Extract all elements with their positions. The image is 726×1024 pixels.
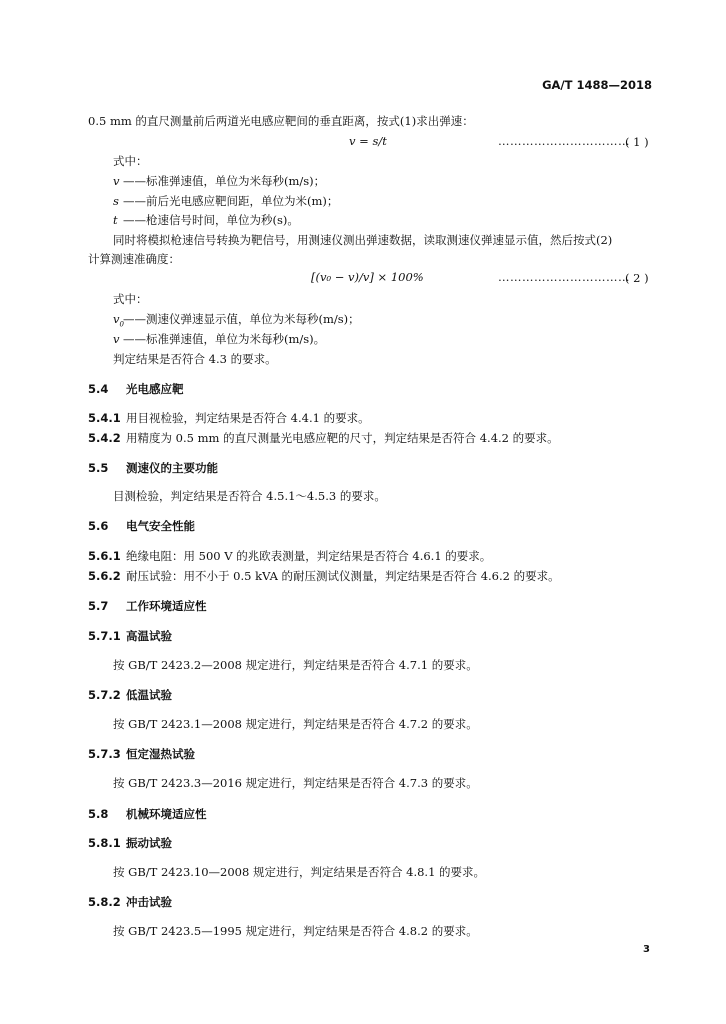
clause-text: 绝缘电阻：用 500 V 的兆欧表测量，判定结果是否符合 4.6.1 的要求。 [126, 549, 492, 563]
section-title: 高温试验 [126, 629, 172, 643]
section-number: 5.8.2 [88, 895, 121, 909]
section-number: 5.4 [88, 382, 109, 396]
section-title: 恒定湿热试验 [126, 747, 195, 761]
section-title: 冲击试验 [126, 895, 172, 909]
var-s: s [113, 194, 119, 208]
section-5-8-2-text: 按 GB/T 2423.5—1995 规定进行，判定结果是否符合 4.8.2 的要求。 [113, 924, 478, 938]
def-s [113, 193, 338, 209]
section-number: 5.8 [88, 807, 109, 821]
clause-text: 用精度为 0.5 mm 的直尺测量光电感应靶的尺寸，判定结果是否符合 4.4.2 的要求。 [126, 431, 559, 445]
section-5-5-text: 目测检验，判定结果是否符合 4.5.1～4.5.3 的要求。 [113, 489, 386, 503]
judge-line: 判定结果是否符合 4.3 的要求。 [113, 352, 277, 366]
section-title: 振动试验 [126, 836, 172, 850]
section-5-7-2-heading [88, 687, 172, 703]
section-number: 5.7.3 [88, 747, 121, 761]
def-t [113, 212, 299, 228]
section-5-8-heading [88, 806, 207, 822]
section-number: 5.8.1 [88, 836, 121, 850]
section-5-7-heading [88, 598, 207, 614]
formula-2: [(v₀ − v)/v] × 100% [311, 270, 424, 284]
section-title: 低温试验 [126, 688, 172, 702]
clause-number: 5.4.1 [88, 411, 121, 425]
def-s-text: ——前后光电感应靶间距，单位为米(m)； [123, 194, 339, 208]
para2-line2: 计算测速准确度： [88, 252, 180, 266]
where-label-2: 式中： [113, 292, 148, 306]
formula-1-dots: …………………………… [498, 134, 630, 148]
formula-2-dots: …………………………… [498, 270, 630, 284]
doc-code-header: GA/T 1488—2018 [542, 78, 652, 92]
section-5-4-heading [88, 381, 184, 397]
formula-2-number: ( 2 ) [625, 271, 649, 285]
section-5-7-1-heading [88, 628, 172, 644]
formula-1-number: ( 1 ) [625, 135, 649, 149]
def-v2-text: ——标准弹速值，单位为米每秒(m/s)。 [123, 332, 326, 346]
section-number: 5.7 [88, 599, 109, 613]
intro-line: 0.5 mm 的直尺测量前后两道光电感应靶间的垂直距离，按式(1)求出弹速： [88, 114, 474, 128]
section-title: 机械环境适应性 [126, 807, 207, 821]
section-title: 工作环境适应性 [126, 599, 207, 613]
clause-text: 耐压试验：用不小于 0.5 kVA 的耐压测试仪测量，判定结果是否符合 4.6.2 的要求。 [126, 569, 560, 583]
section-number: 5.6 [88, 519, 109, 533]
section-number: 5.5 [88, 461, 109, 475]
clause-number: 5.6.2 [88, 569, 121, 583]
section-5-8-1-heading [88, 835, 172, 851]
clause-number: 5.4.2 [88, 431, 121, 445]
clause-5-4-1 [88, 410, 370, 426]
clause-text: 用目视检验，判定结果是否符合 4.4.1 的要求。 [126, 411, 370, 425]
def-v0 [113, 311, 360, 332]
section-5-7-3-text: 按 GB/T 2423.3—2016 规定进行，判定结果是否符合 4.7.3 的要求。 [113, 776, 478, 790]
para2-line1: 同时将模拟枪速信号转换为靶信号，用测速仪测出弹速数据，读取测速仪弹速显示值，然后按式(2) [113, 233, 613, 247]
where-label-1: 式中： [113, 154, 148, 168]
section-5-5-heading [88, 460, 218, 476]
clause-5-4-2 [88, 430, 559, 446]
var-t: t [113, 213, 118, 227]
var-v: v [113, 174, 120, 188]
section-5-7-1-text: 按 GB/T 2423.2—2008 规定进行，判定结果是否符合 4.7.1 的要求。 [113, 658, 478, 672]
section-5-7-3-heading [88, 746, 195, 762]
def-v [113, 173, 325, 189]
section-5-8-2-heading [88, 894, 172, 910]
var-v2: v [113, 332, 120, 346]
formula-1: v = s/t [349, 134, 387, 148]
var-v0-letter: v [113, 312, 120, 326]
section-number: 5.7.1 [88, 629, 121, 643]
section-title: 光电感应靶 [126, 382, 184, 396]
section-5-7-2-text: 按 GB/T 2423.1—2008 规定进行，判定结果是否符合 4.7.2 的要求。 [113, 717, 478, 731]
clause-number: 5.6.1 [88, 549, 121, 563]
section-5-8-1-text: 按 GB/T 2423.10—2008 规定进行，判定结果是否符合 4.8.1 的要求。 [113, 865, 486, 879]
section-number: 5.7.2 [88, 688, 121, 702]
def-v-text: ——标准弹速值，单位为米每秒(m/s)； [123, 174, 326, 188]
clause-5-6-1 [88, 548, 491, 564]
var-v0-subscript: 0 [119, 320, 124, 329]
clause-5-6-2 [88, 568, 560, 584]
def-t-text: ——枪速信号时间，单位为秒(s)。 [123, 213, 299, 227]
section-5-6-heading [88, 518, 195, 534]
def-v0-text: ——测速仪弹速显示值，单位为米每秒(m/s)； [123, 312, 360, 326]
section-title: 测速仪的主要功能 [126, 461, 218, 475]
def-v2 [113, 331, 325, 347]
page-number: 3 [643, 944, 650, 955]
section-title: 电气安全性能 [126, 519, 195, 533]
var-v0 [113, 311, 123, 332]
